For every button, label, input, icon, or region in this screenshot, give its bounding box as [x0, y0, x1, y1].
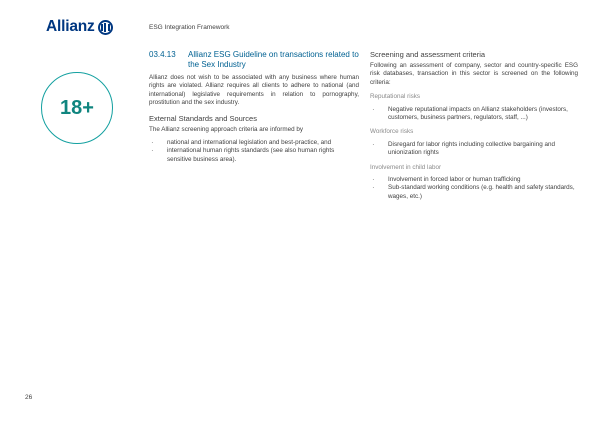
- intro-paragraph: Allianz does not wish to be associated with any business where human rights are violated. Allianz requires all clients to adhere to national (and international) legislative requirements in relation to pornography, prostitution and the sex industry.: [149, 74, 359, 107]
- workforce-list: [370, 141, 578, 158]
- list-item: · international human rights standards (see also human rights sensitive business area).: [149, 147, 359, 164]
- standards-list: [149, 139, 359, 164]
- logo-text: Allianz: [46, 18, 95, 35]
- allianz-eagle-icon: [98, 20, 113, 35]
- criteria-heading: Screening and assessment criteria: [370, 50, 486, 59]
- child-labor-list: [370, 176, 578, 201]
- allianz-logo: [46, 18, 113, 36]
- section-heading: [149, 50, 359, 70]
- category-label-child-labor: Involvement in child labor: [370, 163, 442, 171]
- list-item: · Sub-standard working conditions (e.g. health and safety standards, wages, etc.): [370, 184, 578, 201]
- section-title: Allianz ESG Guideline on transactions related to the Sex Industry: [188, 50, 359, 69]
- page-number: 26: [25, 394, 33, 401]
- standards-intro: The Allianz screening approach criteria are informed by: [149, 125, 304, 133]
- age-18-plus-icon: [41, 72, 113, 144]
- standards-heading: External Standards and Sources: [149, 113, 257, 123]
- category-label-workforce: Workforce risks: [370, 128, 414, 136]
- list-item: · Negative reputational impacts on Allianz stakeholders (investors, customers, business partners, regulators, staff, ...): [370, 106, 578, 123]
- right-column: [370, 50, 578, 201]
- criteria-intro: Following an assessment of company, sector and country-specific ESG risk databases, transaction in this sector is screened on the following criteria:: [370, 62, 578, 86]
- section-number: 03.4.13: [149, 50, 176, 59]
- reputational-list: [370, 106, 578, 123]
- left-column: [149, 50, 359, 164]
- category-label-reputational: Reputational risks: [370, 93, 421, 101]
- document-title: ESG Integration Framework: [149, 24, 230, 31]
- badge-label: 18+: [60, 96, 94, 119]
- list-item: · Disregard for labor rights including collective bargaining and unionization rights: [370, 141, 578, 158]
- list-item: · Involvement in forced labor or human trafficking: [370, 176, 578, 184]
- list-item: · national and international legislation and best-practice, and: [149, 139, 359, 147]
